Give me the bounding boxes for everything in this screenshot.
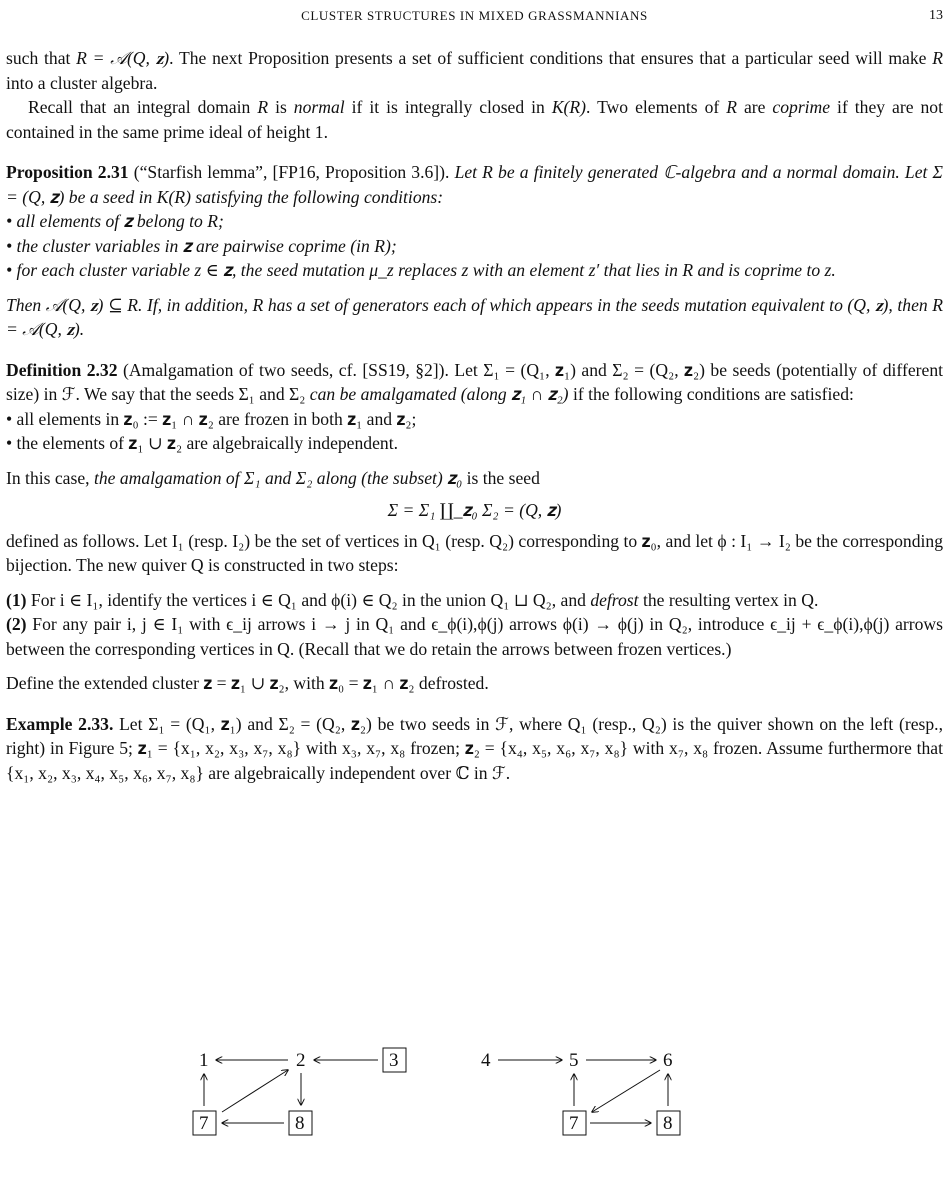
vertex-7-label: 7	[199, 1113, 209, 1134]
vertex-7-label: 7	[569, 1113, 579, 1134]
emphasis-term: can be amalgamated (along 𝐳₁ ∩ 𝐳₂)	[309, 384, 569, 404]
proposition-label: Proposition 2.31	[6, 162, 129, 182]
text-run: if they are not contained in the same prime ideal of height 1.	[6, 97, 943, 142]
math-inline: R = 𝒜(Q, 𝐳)	[76, 48, 170, 68]
arrow-7-to-2	[222, 1070, 288, 1112]
text-run: is the seed	[462, 467, 540, 488]
emphasis-term: coprime	[772, 97, 831, 117]
proposition-text: Let R be a finitely generated ℂ-algebra and a normal domain. Let Σ = (Q, 𝐳) be a seed in K(R) satisfying the following conditions:	[6, 162, 943, 207]
definition-case	[6, 466, 943, 491]
paragraph-intro	[6, 46, 943, 95]
list-item: • the cluster variables in 𝐳 are pairwise coprime (in R);	[6, 235, 397, 256]
text-run: if it is integrally closed in	[344, 97, 552, 117]
left-quiver	[193, 1048, 406, 1135]
display-equation: Σ = Σ₁ ∐_𝐳₀ Σ₂ = (Q, 𝐳)	[387, 500, 562, 520]
example-text: Let Σ₁ = (Q₁, 𝐳₁) and Σ₂ = (Q₂, 𝐳₂) be two seeds in ℱ, where Q₁ (resp., Q₂) is the quiver shown on the left (resp., right) in Figure 5; 𝐳₁ = {x₁, x₂, x₃, x₇, x₈} with x₃, x₇, x₈ frozen; 𝐳₂ = {x₄, x₅, x₆, x₇, x₈} with x₇, x₈ frozen. Assume furthermore that {x₁, x₂, x₃, x₄, x₅, x₆, x₇, x₈} are algebraically independent over ℂ in ℱ.	[6, 713, 943, 783]
text-run: Let Σ₁ = (Q₁, 𝐳₁) and Σ₂ = (Q₂, 𝐳₂) be seeds (potentially of different size) in ℱ. We say that the seeds Σ₁ and Σ₂	[6, 359, 943, 404]
construction-step-2	[6, 612, 943, 661]
text-run: if the following conditions are satisfied:	[568, 384, 854, 404]
definition-conditions	[6, 407, 943, 456]
definition-statement	[6, 358, 943, 407]
page-header	[0, 4, 949, 26]
list-item: • all elements of 𝐳 belong to R;	[6, 211, 224, 231]
vertex-4-label: 4	[481, 1050, 491, 1071]
text-run: are	[736, 97, 773, 117]
definition-construction: defined as follows. Let I₁ (resp. I₂) be the set of vertices in Q₁ (resp. Q₂) corresponding to 𝐳₀, and let ϕ : I₁ → I₂ be the corresponding bijection. The new quiver Q is constructed in two steps:	[6, 530, 943, 575]
vertex-1-label: 1	[199, 1050, 209, 1071]
vertex-8-label: 8	[295, 1113, 305, 1134]
definition-label: Definition 2.32	[6, 359, 118, 380]
text-run: into a cluster algebra.	[6, 72, 158, 93]
example-statement	[6, 712, 943, 786]
vertex-6-label: 6	[663, 1050, 673, 1071]
vertex-3-label: 3	[389, 1050, 399, 1071]
text-run: For i ∈ I₁, identify the vertices i ∈ Q₁ and ϕ(i) ∈ Q₂ in the union Q₁ ⊔ Q₂, and	[26, 589, 591, 610]
proposition-statement	[6, 160, 943, 209]
emphasis-term: the amalgamation of Σ₁ and Σ₂ along (the subset) 𝐳₀	[93, 467, 463, 488]
math-inline: R	[932, 48, 943, 68]
vertex-2-label: 2	[296, 1050, 306, 1071]
text-run: Recall that an integral domain	[28, 97, 258, 117]
definition-attribution: (Amalgamation of two seeds, cf. [SS19, §2]).	[117, 359, 455, 380]
emphasis-term: normal	[293, 97, 345, 117]
text-run: . The next Proposition presents a set of sufficient conditions that ensures that a particular seed will make	[169, 48, 933, 68]
body-text	[6, 46, 943, 785]
right-quiver	[481, 1050, 680, 1135]
proposition-attribution: (“Starfish lemma”, [FP16, Proposition 3.6]).	[128, 162, 455, 182]
math-inline: R	[257, 97, 269, 117]
text-run: . Two elements of	[586, 97, 727, 117]
list-item: • for each cluster variable z ∈ 𝐳, the seed mutation μ_z replaces z with an element z′ that lies in R and is coprime to z.	[6, 260, 836, 280]
proposition-conclusion: Then 𝒜(Q, 𝐳) ⊆ R. If, in addition, R has a set of generators each of which appears in the seeds mutation equivalent to (Q, 𝐳), then R = 𝒜(Q, 𝐳).	[6, 294, 943, 339]
text-run: In this case,	[6, 467, 94, 488]
figure-5-quivers	[0, 1040, 949, 1140]
math-inline: K(R)	[551, 97, 587, 117]
construction-step-1	[6, 588, 943, 613]
extended-cluster-line: Define the extended cluster 𝐳 = 𝐳₁ ∪ 𝐳₂, with 𝐳₀ = 𝐳₁ ∩ 𝐳₂ defrosted.	[6, 673, 489, 693]
text-run: is	[268, 97, 294, 117]
example-label: Example 2.33.	[6, 713, 114, 734]
running-title: CLUSTER STRUCTURES IN MIXED GRASSMANNIANS	[301, 8, 648, 23]
arrow-6-to-7	[592, 1070, 660, 1112]
step-label: (2)	[6, 614, 27, 634]
list-item: • all elements in 𝐳₀ := 𝐳₁ ∩ 𝐳₂ are frozen in both 𝐳₁ and 𝐳₂;	[6, 408, 417, 429]
list-item: • the elements of 𝐳₁ ∪ 𝐳₂ are algebraically independent.	[6, 433, 398, 453]
text-run: the resulting vertex in Q.	[638, 589, 819, 610]
math-inline: R	[726, 97, 737, 117]
paragraph-normal-coprime	[6, 95, 943, 144]
emphasis-term: defrost	[590, 589, 639, 610]
text-run: such that	[6, 48, 77, 68]
vertex-5-label: 5	[569, 1050, 579, 1071]
proposition-conditions	[6, 209, 943, 283]
step-label: (1)	[6, 589, 27, 610]
page-number: 13	[929, 8, 943, 23]
text-run: For any pair i, j ∈ I₁ with ϵ_ij arrows i → j in Q₁ and ϵ_ϕ(i),ϕ(j) arrows ϕ(i) → ϕ(j) in Q₂, introduce ϵ_ij + ϵ_ϕ(i),ϕ(j) arrows between the corresponding vertices in Q. (Recall that we do retain the arrows between frozen vertices.)	[6, 614, 943, 659]
vertex-8-label: 8	[663, 1113, 673, 1134]
